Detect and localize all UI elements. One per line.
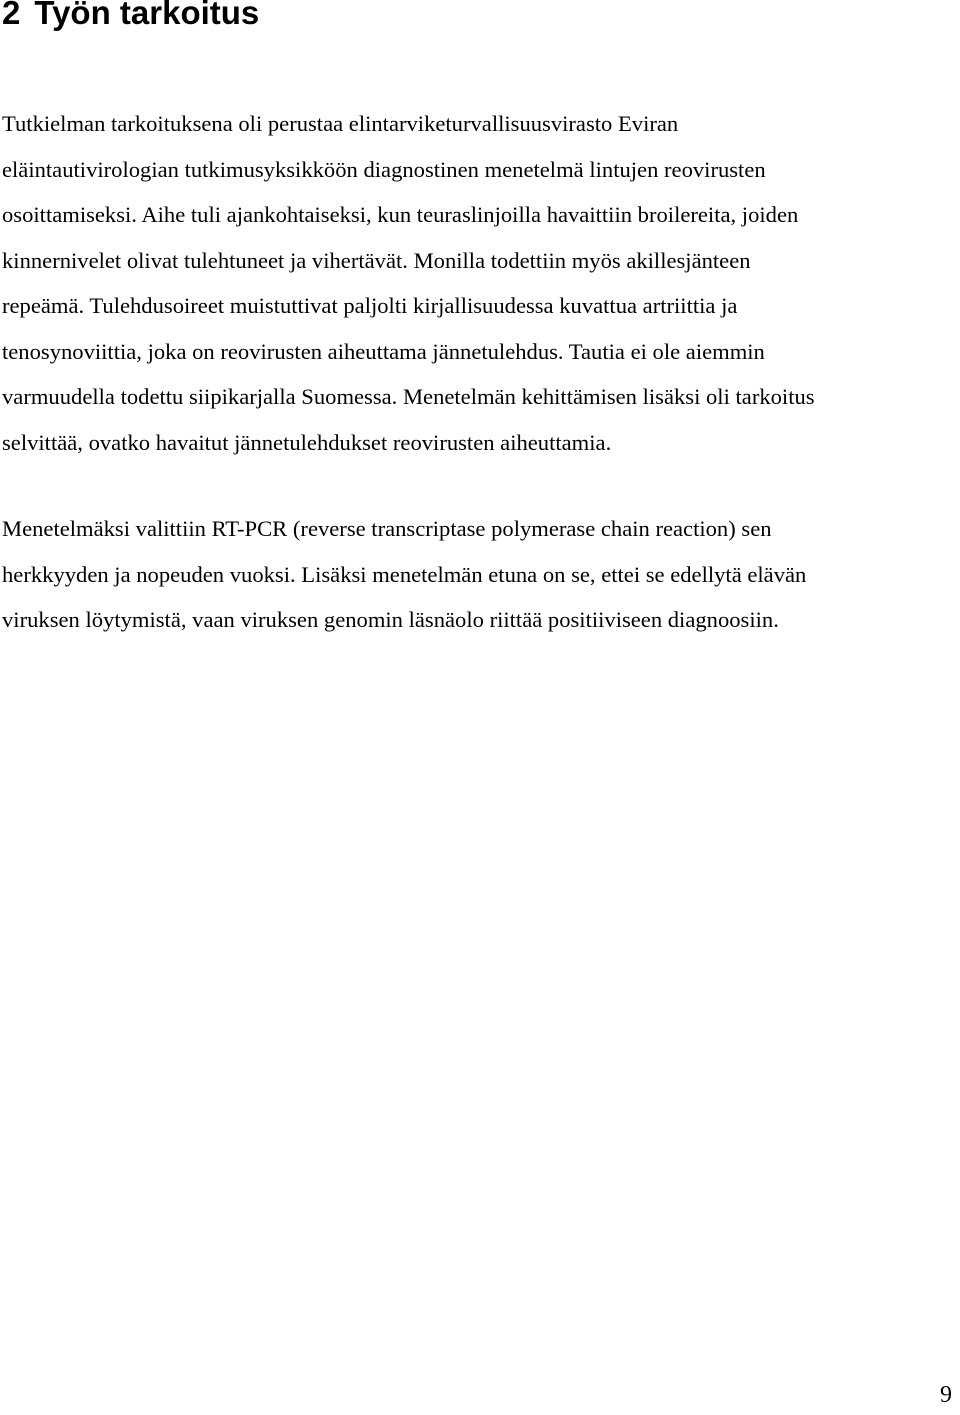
text-line: tenosynoviittia, joka on reovirusten aiheuttama jännetulehdus. Tautia ei ole aiemmin	[2, 338, 765, 364]
text-line: osoittamiseksi. Aihe tuli ajankohtaiseksi, kun teuraslinjoilla havaittiin broilereita, joiden	[2, 202, 799, 227]
text-line: selvittää, ovatko havaitut jännetulehdukset reovirusten aiheuttamia.	[2, 429, 612, 455]
text-line: viruksen löytymistä, vaan viruksen genomin läsnäolo riittää positiiviseen diagnoosiin.	[2, 607, 779, 632]
text-line: varmuudella todettu siipikarjalla Suomessa. Menetelmän kehittämisen lisäksi oli tarkoitus	[2, 384, 815, 409]
text-line: kinnernivelet olivat tulehtuneet ja vihertävät. Monilla todettiin myös akillesjänteen	[2, 247, 751, 273]
text-line: repeämä. Tulehdusoireet muistuttivat paljolti kirjallisuudessa kuvattua artriittia ja	[2, 293, 738, 318]
text-line: herkkyyden ja nopeuden vuoksi. Lisäksi menetelmän etuna on se, ettei se edellytä elävän	[2, 561, 807, 587]
paragraph-purpose	[2, 101, 958, 465]
section-number: 2	[2, 0, 21, 31]
page-number: 9	[940, 1382, 952, 1408]
section-title: Työn tarkoitus	[34, 0, 260, 31]
text-line: eläintautivirologian tutkimusyksikköön diagnostinen menetelmä lintujen reovirusten	[2, 156, 766, 182]
paragraph-method	[2, 506, 958, 643]
text-line: Tutkielman tarkoituksena oli perustaa elintarviketurvallisuusvirasto Eviran	[2, 111, 679, 136]
section-heading	[2, 0, 259, 32]
text-line: Menetelmäksi valittiin RT-PCR (reverse transcriptase polymerase chain reaction) sen	[2, 516, 772, 541]
